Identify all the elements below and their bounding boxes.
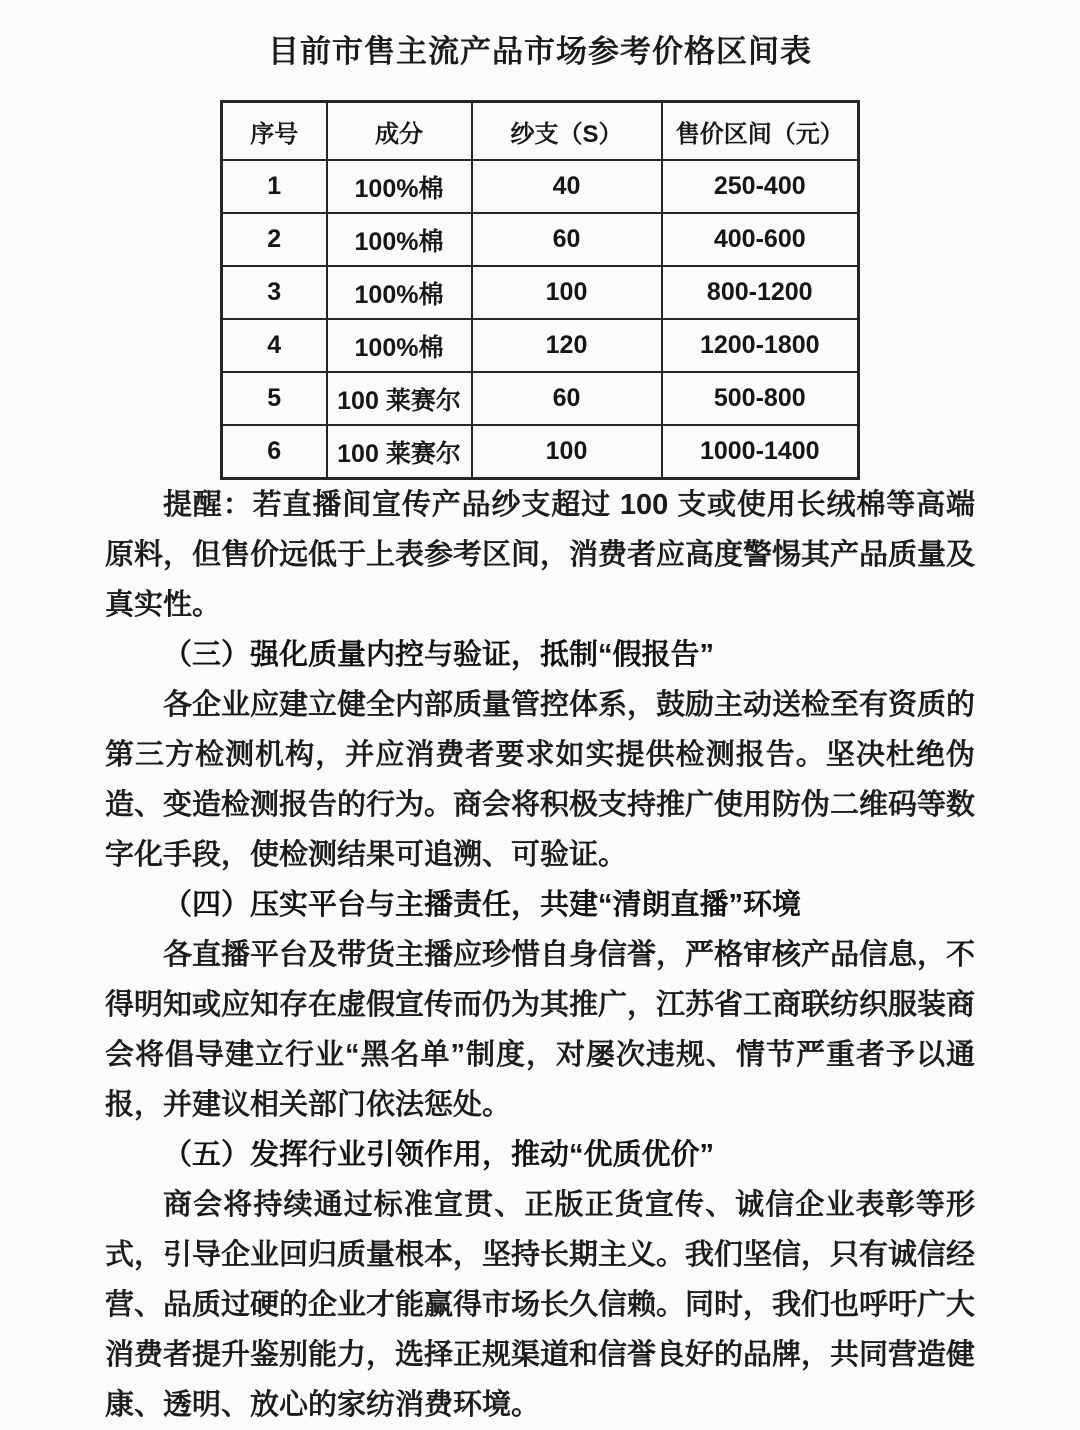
- table-row: [222, 160, 859, 213]
- cell-yarn-count: 60: [472, 372, 662, 425]
- cell-composition: 100%棉: [327, 213, 472, 266]
- cell-composition: 100%棉: [327, 266, 472, 319]
- section-heading-4: （四）压实平台与主播责任，共建“清朗直播”环境: [163, 889, 802, 921]
- cell-price-range: 500-800: [662, 372, 859, 425]
- cell-composition: 100%棉: [327, 160, 472, 213]
- table-row: [222, 266, 859, 319]
- cell-no: 3: [222, 266, 327, 319]
- cell-yarn-count: 100: [472, 425, 662, 479]
- cell-yarn-count: 60: [472, 213, 662, 266]
- cell-composition: 100 莱赛尔: [327, 425, 472, 479]
- table-row: [222, 213, 859, 266]
- cell-no: 4: [222, 319, 327, 372]
- cell-no: 2: [222, 213, 327, 266]
- cell-no: 1: [222, 160, 327, 213]
- cell-no: 6: [222, 425, 327, 479]
- section-paragraph-5: 商会将持续通过标准宣贯、正版正货宣传、诚信企业表彰等形式，引导企业回归质量根本，坚持长期主义。我们坚信，只有诚信经营、品质过硬的企业才能赢得市场长久信赖。同时，我们也呼吁广大消费者提升鉴别能力，选择正规渠道和信誉良好的品牌，共同营造健康、透明、放心的家纺消费环境。: [105, 1189, 976, 1421]
- table-header-row: [222, 102, 859, 161]
- price-reference-table: [220, 100, 860, 480]
- cell-price-range: 1200-1800: [662, 319, 859, 372]
- remark-paragraph: 提醒：若直播间宣传产品纱支超过 100 支或使用长绒棉等高端原料，但售价远低于上表参考区间，消费者应高度警惕其产品质量及真实性。: [105, 489, 976, 621]
- table-header-cell-yarn-count: 纱支（S）: [472, 102, 662, 161]
- table-header-cell-price-range: 售价区间（元）: [662, 102, 859, 161]
- document-body: [105, 480, 975, 1430]
- table-header-cell-composition: 成分: [327, 102, 472, 161]
- cell-price-range: 250-400: [662, 160, 859, 213]
- cell-no: 5: [222, 372, 327, 425]
- cell-yarn-count: 40: [472, 160, 662, 213]
- section-paragraph-3: 各企业应建立健全内部质量管控体系，鼓励主动送检至有资质的第三方检测机构，并应消费者要求如实提供检测报告。坚决杜绝伪造、变造检测报告的行为。商会将积极支持推广使用防伪二维码等数字化手段，使检测结果可追溯、可验证。: [105, 689, 976, 871]
- cell-price-range: 1000-1400: [662, 425, 859, 479]
- cell-composition: 100 莱赛尔: [327, 372, 472, 425]
- cell-composition: 100%棉: [327, 319, 472, 372]
- page-title: 目前市售主流产品市场参考价格区间表: [268, 34, 812, 69]
- cell-yarn-count: 100: [472, 266, 662, 319]
- section-paragraph-4: 各直播平台及带货主播应珍惜自身信誉，严格审核产品信息，不得明知或应知存在虚假宣传而仍为其推广，江苏省工商联纺织服装商会将倡导建立行业“黑名单”制度，对屡次违规、情节严重者予以通报，并建议相关部门依法惩处。: [105, 939, 976, 1121]
- table-row: [222, 372, 859, 425]
- cell-yarn-count: 120: [472, 319, 662, 372]
- section-heading-3: （三）强化质量内控与验证，抵制“假报告”: [163, 639, 715, 671]
- section-heading-5: （五）发挥行业引领作用，推动“优质优价”: [163, 1139, 715, 1171]
- table-row: [222, 319, 859, 372]
- table-header-cell-no: 序号: [222, 102, 327, 161]
- table-row: [222, 425, 859, 479]
- cell-price-range: 400-600: [662, 213, 859, 266]
- cell-price-range: 800-1200: [662, 266, 859, 319]
